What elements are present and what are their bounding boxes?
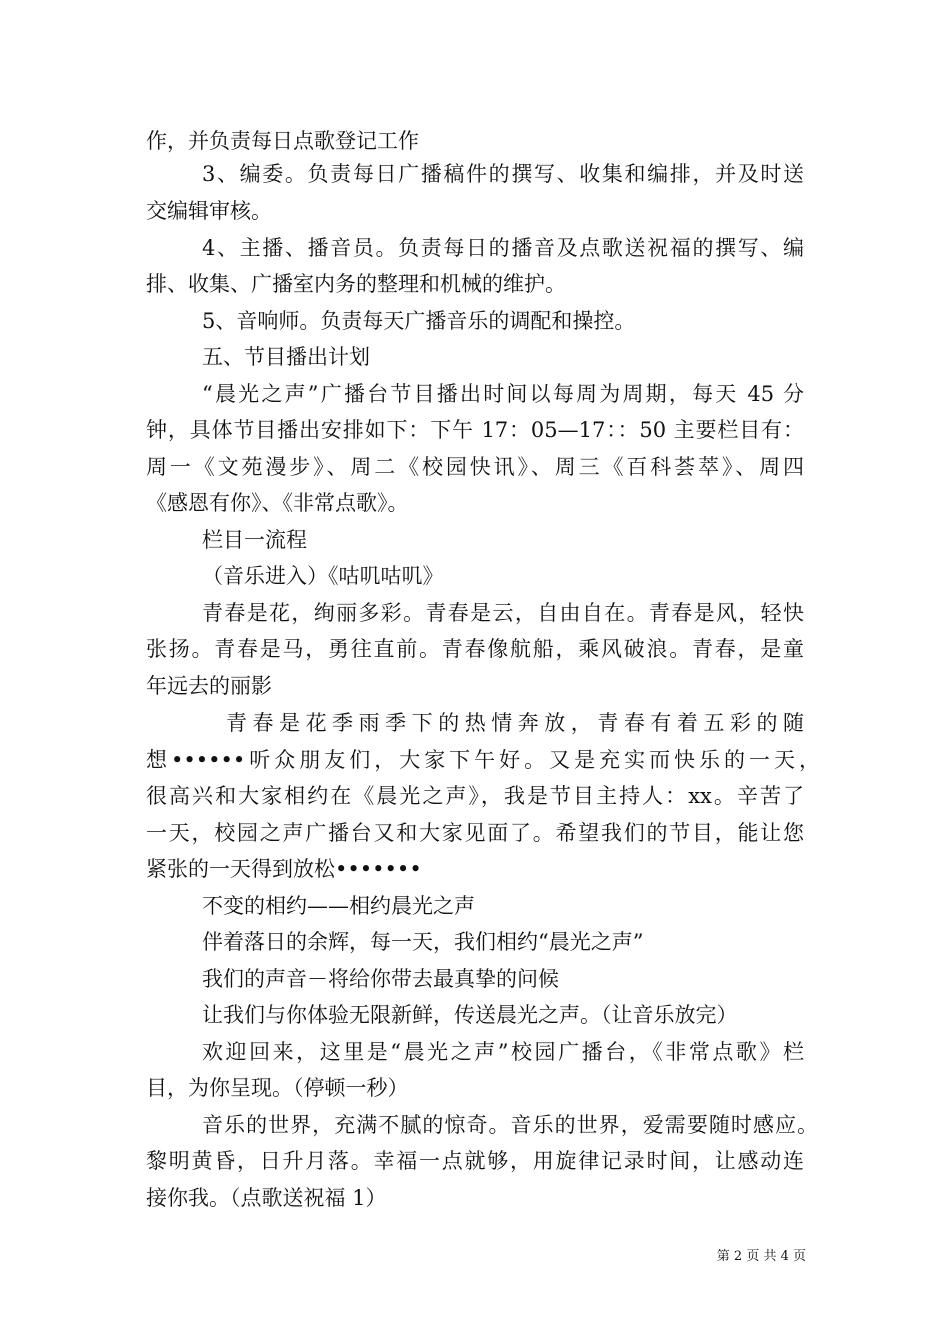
section-heading: 五、节目播出计划	[202, 345, 370, 369]
text-line: 栏目一流程	[202, 528, 307, 552]
text-line: 作，并负责每日点歌登记工作	[146, 129, 419, 153]
text-line: 很高兴和大家相约在《晨光之声》，我是节目主持人：xx。辛苦了	[146, 784, 804, 808]
text-line: “晨光之声”广播台节目播出时间以每周为周期，每天 45 分	[202, 382, 804, 406]
text-line: 我们的声音－将给你带去最真挚的问候	[202, 967, 559, 991]
text-line: 钟，具体节目播出安排如下：下午 17：05—17：：50 主要栏目有：	[146, 418, 804, 442]
text-line: 张扬。青春是马，勇往直前。青春像航船，乘风破浪。青春，是童	[146, 637, 804, 661]
page-number: 第 2 页 共 4 页	[716, 1249, 806, 1264]
text-line: 让我们与你体验无限新鲜，传送晨光之声。（让音乐放完）	[202, 1003, 738, 1027]
text-line: 目，为你呈现。（停顿一秒）	[146, 1076, 409, 1100]
text-line: 周一《文苑漫步》、周二《校园快讯》、周三《百科荟萃》、周四	[146, 455, 804, 479]
text-line: 《感恩有你》、《非常点歌》。	[146, 491, 409, 515]
text-line: 交编辑审核。	[146, 199, 272, 223]
text-line: 欢迎回来，这里是“晨光之声”校园广播台，《非常点歌》栏	[202, 1040, 804, 1064]
text-line: 想••••••听众朋友们，大家下午好。又是充实而快乐的一天，	[146, 748, 820, 772]
text-line: 排、收集、广播室内务的整理和机械的维护。	[146, 272, 566, 296]
text-line: 一天，校园之声广播台又和大家见面了。希望我们的节目，能让您	[146, 821, 804, 845]
text-line: （音乐进入）《咕叽咕叽》	[202, 564, 444, 588]
text-line: 年远去的丽影	[146, 674, 272, 698]
text-line: 伴着落日的余辉，每一天，我们相约“晨光之声”	[202, 930, 644, 954]
text-line: 紧张的一天得到放松•••••••	[146, 857, 422, 881]
text-line: 4、主播、播音员。负责每日的播音及点歌送祝福的撰写、编	[202, 236, 804, 260]
text-line: 3、编委。负责每日广播稿件的撰写、收集和编排，并及时送	[202, 162, 804, 186]
text-line: 5、音响师。负责每天广播音乐的调配和操控。	[202, 309, 636, 333]
text-line: 青春是花季雨季下的热情奔放，青春有着五彩的随	[226, 711, 804, 735]
text-line: 黎明黄昏，日升月落。幸福一点就够，用旋律记录时间，让感动连	[146, 1149, 804, 1173]
text-line: 音乐的世界，充满不腻的惊奇。音乐的世界，爱需要随时感应。	[202, 1113, 818, 1137]
text-line: 接你我。（点歌送祝福 1）	[146, 1186, 387, 1210]
text-line: 不变的相约——相约晨光之声	[202, 894, 475, 918]
text-line: 青春是花，绚丽多彩。青春是云，自由自在。青春是风，轻快	[202, 601, 804, 625]
